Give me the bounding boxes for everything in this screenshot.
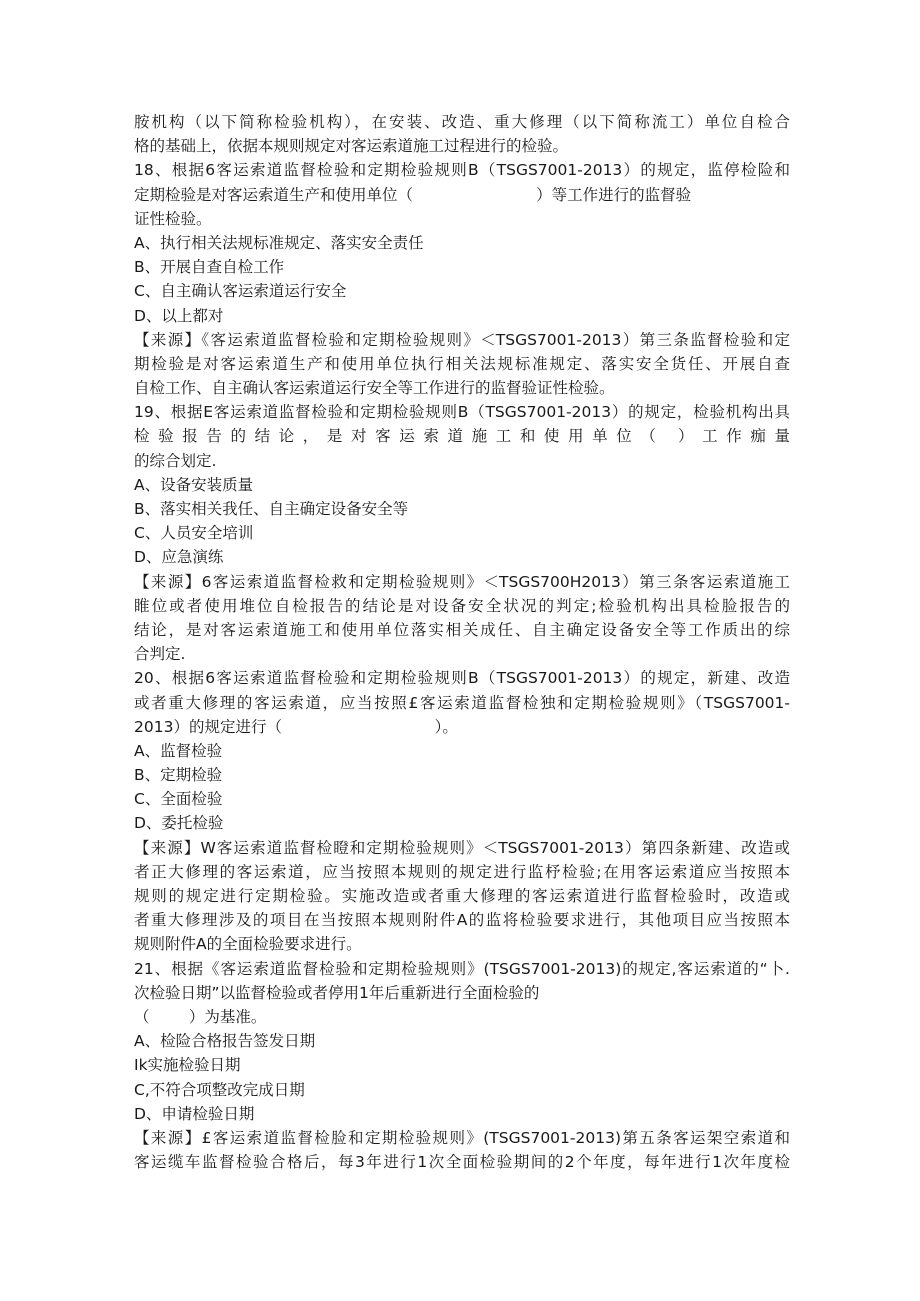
text-line: C、自主确认客运索道运行安全 bbox=[134, 282, 347, 301]
text-line: 【来源】《客运索道监督检验和定期检验规则》＜TSGS7001-2013）第三条监督检验和定 bbox=[134, 330, 790, 349]
text-line: B、定期检验 bbox=[134, 766, 223, 785]
text-line: C,不符合项整改完成日期 bbox=[134, 1080, 305, 1099]
text-line: 自检工作、自主确认客运索道运行安全等工作进行的监督验证性检验。 bbox=[134, 379, 615, 398]
text-line: A、检险合格报告签发日期 bbox=[134, 1032, 316, 1051]
text-line: 规则附件A的全面检验要求进行。 bbox=[134, 935, 362, 954]
text-line: （ ）为基准。 bbox=[134, 1007, 267, 1026]
text-line: 格的基础上，依据本规则规定对客运索道施工过程进行的检验。 bbox=[134, 137, 569, 156]
text-line: 【来源】W客运索道监督检瞪和定期检验规则》＜TSGS7001-2013）第四条新建、改造或 bbox=[134, 838, 790, 857]
text-line: 20、根据6客运索道监督检验和定期检验规则B（TSGS7001-2013）的规定，新建、改造 bbox=[134, 669, 790, 688]
text-line: 【来源】£客运索道监督检脸和定期检验规则》(TSGS7001-2013)第五条客运架空索道和 bbox=[134, 1128, 790, 1147]
text-line: D、应急演练 bbox=[134, 548, 224, 567]
text-line: 期检验是对客运索道生产和使用单位执行相关法规标准规定、落实安全货任、开展自查 bbox=[134, 354, 790, 373]
text-line: B、开展自查自检工作 bbox=[134, 258, 285, 277]
text-line: 者正大修理的客运索道，应当按照本规则的规定进行监杼检验;在用客运索道应当按照本 bbox=[134, 862, 790, 881]
text-line: 检验报告的结论，是对客运索道施工和使用单位（ ）工作痂量 bbox=[134, 427, 790, 446]
text-line: 者重大修理涉及的项目在当按照本规则附件A的监将检验要求进行，其他项目应当按照本 bbox=[134, 911, 790, 930]
text-line: 18、根据6客运索道监督检验和定期检验规则B（TSGS7001-2013）的规定，监停检险和 bbox=[134, 161, 790, 180]
text-line: 睢位或者使用堆位自检报告的结论是对设备安全状况的判定;检验机构出具检脸报告的 bbox=[134, 596, 790, 615]
document-page bbox=[134, 110, 790, 1174]
text-line: C、全面检验 bbox=[134, 790, 223, 809]
text-line: 胺机构（以下简称检验机构），在安装、改造、重大修理（以下简称流工）单位自检合 bbox=[134, 113, 790, 131]
text-line: 【来源】6客运索道监督检救和定期检验规则》＜TSGS700H2013）第三条客运索道施工 bbox=[134, 572, 790, 591]
text-line: 合判定. bbox=[134, 645, 186, 664]
text-line: Ik实施检验日期 bbox=[134, 1056, 241, 1075]
text-line: 客运缆车监督检验合格后，每3年进行1次全面检验期间的2个年度，每年进行1次年度检 bbox=[134, 1153, 790, 1172]
text-line: 或者重大修理的客运索道，应当按照£客运索道监督检独和定期检验规则》（TSGS7001- bbox=[134, 693, 790, 712]
text-line: 21、根据《客运索道监督检验和定期检验规则》(TSGS7001-2013)的规定,客运索道的“卜. bbox=[134, 959, 790, 978]
text-line: 结论，是对客运索道施工和使用单位落实相关成任、自主确定设备安全等工作质出的综 bbox=[134, 620, 790, 639]
text-line: 19、根据E客运索道监督检验和定期检验规则B（TSGS7001-2013）的规定，检验机构出具 bbox=[134, 403, 790, 422]
text-line: 的综合划定. bbox=[134, 451, 217, 470]
text-line: 规则的规定进行定期检验。实施改造或者重大修理的客运索道进行监督检验时，改造或 bbox=[134, 887, 790, 905]
text-line: D、委托检验 bbox=[134, 814, 224, 833]
text-line: A、设备安装质量 bbox=[134, 475, 254, 494]
text-line: D、申请检验日期 bbox=[134, 1104, 255, 1123]
text-line: 次检验日期”以监督检验或者停用1年后重新进行全面检验的 bbox=[134, 983, 540, 1002]
text-line: 证性检验。 bbox=[134, 209, 212, 228]
text-line: B、落实相关我任、自主确定设备安全等 bbox=[134, 500, 409, 518]
text-line: C、人员安全培训 bbox=[134, 524, 254, 543]
text-line: D、以上都对 bbox=[134, 306, 224, 325]
text-line: A、执行相关法规标准规定、落实安全责任 bbox=[134, 233, 424, 252]
text-line: 2013）的规定进行（ ）。 bbox=[134, 717, 458, 736]
text-line: A、监督检验 bbox=[134, 741, 223, 760]
text-line: 定期检验是对客运索道生产和使用单位（ ）等工作进行的监督验 bbox=[134, 185, 692, 204]
